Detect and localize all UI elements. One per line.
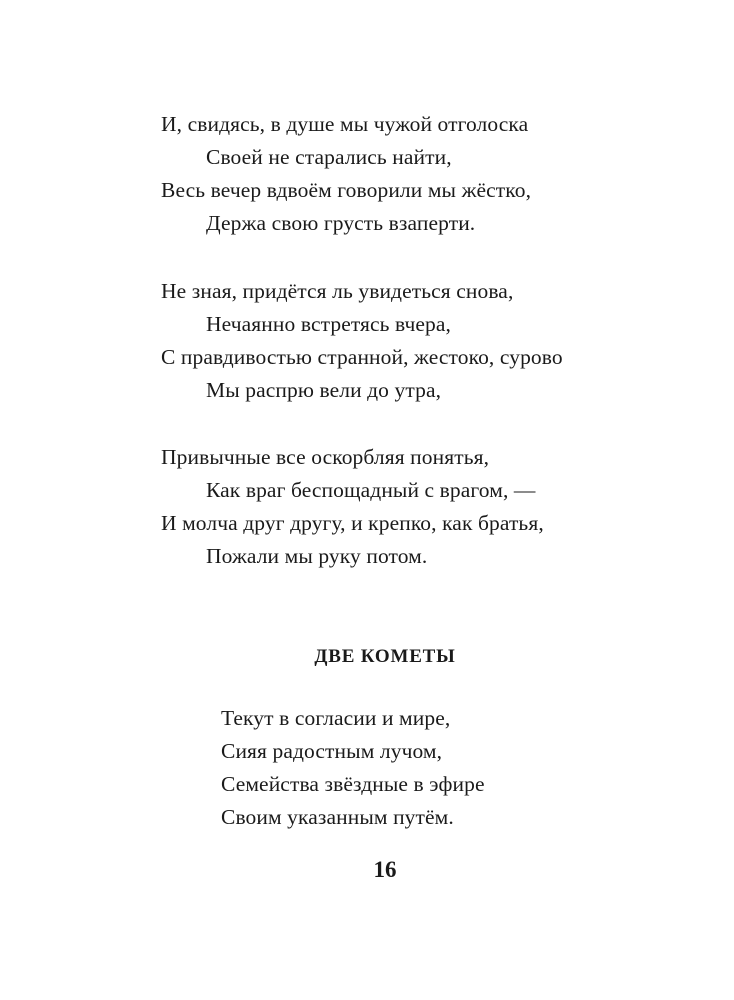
verse-line: Текут в согласии и мире,: [221, 706, 451, 730]
verse-line: Весь вечер вдвоём говорили мы жёстко,: [161, 178, 532, 202]
verse-line: Как враг беспощадный с врагом, —: [206, 478, 536, 502]
verse-line: Своим указанным путём.: [221, 805, 454, 829]
verse-line: Нечаянно встретясь вчера,: [206, 312, 452, 336]
verse-line: Привычные все оскорбляя понятья,: [161, 445, 490, 469]
verse-line: Сияя радостным лучом,: [221, 739, 443, 763]
verse-line: Держа свою грусть взаперти.: [206, 211, 476, 235]
verse-line: И, свидясь, в душе мы чужой отголоска: [161, 112, 529, 136]
verse-line: И молча друг другу, и крепко, как братья,: [161, 511, 544, 535]
page-number: 16: [373, 857, 397, 882]
verse-line: Пожали мы руку потом.: [206, 544, 428, 568]
verse-line: С правдивостью странной, жестоко, сурово: [161, 345, 563, 369]
verse-line: Семейства звёздные в эфире: [221, 772, 485, 796]
verse-line: Не зная, придётся ль увидеться снова,: [161, 279, 514, 303]
verse-line: Своей не старались найти,: [206, 145, 452, 169]
verse-line: Мы распрю вели до утра,: [206, 378, 442, 402]
poem-title: ДВЕ КОМЕТЫ: [314, 646, 456, 667]
